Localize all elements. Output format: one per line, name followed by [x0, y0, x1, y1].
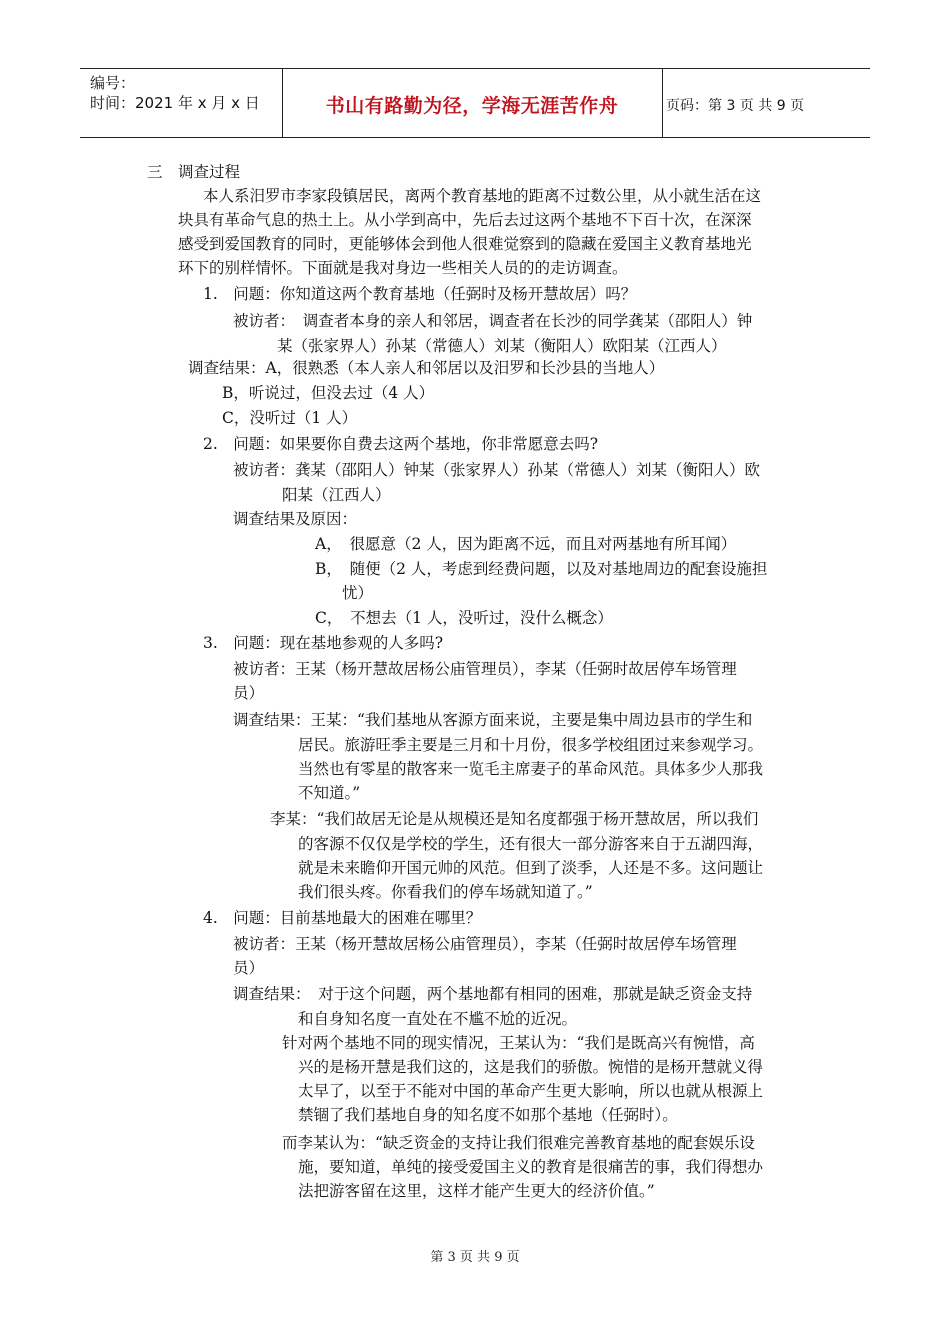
- result-line: 不知道。”: [298, 784, 361, 802]
- result-line: B， 随便（2 人，考虑到经费问题，以及对基地周边的配套设施担: [315, 560, 768, 578]
- respondent-line: 被访者： 调查者本身的亲人和邻居，调查者在长沙的同学龚某（邵阳人）钟: [233, 312, 753, 330]
- paragraph-line: 感受到爱国教育的同时，更能够体会到他人很难觉察到的隐藏在爱国主义教育基地光: [178, 235, 752, 253]
- respondent-line: 员）: [233, 684, 265, 702]
- respondent-line: 被访者：王某（杨开慧故居杨公庙管理员），李某（任弼时故居停车场管理: [233, 935, 737, 953]
- result-line: 当然也有零星的散客来一览毛主席妻子的革命风范。具体多少人那我: [298, 760, 764, 778]
- result-line: 法把游客留在这里，这样才能产生更大的经济价值。”: [298, 1182, 655, 1200]
- result-line: 兴的是杨开慧是我们这的，这是我们的骄傲。惋惜的是杨开慧就义得: [298, 1058, 764, 1076]
- result-line: 针对两个基地不同的现实情况，王某认为：“我们是既高兴有惋惜，高: [282, 1034, 755, 1052]
- result-line: 施，要知道，单纯的接受爱国主义的教育是很痛苦的事，我们得想办: [298, 1158, 764, 1176]
- result-line: 而李某认为：“缺乏资金的支持让我们很难完善教育基地的配套娱乐设: [282, 1134, 755, 1152]
- respondent-line: 被访者：龚某（邵阳人）钟某（张家界人）孙某（常德人）刘某（衡阳人）欧: [233, 461, 761, 479]
- result-line: 太早了，以至于不能对中国的革命产生更大影响，所以也就从根源上: [298, 1082, 764, 1100]
- result-line: 我们很头疼。你看我们的停车场就知道了。”: [298, 883, 593, 901]
- header-divider: [662, 69, 663, 137]
- header-motto: 书山有路勤为径，学海无涯苦作舟: [325, 95, 619, 117]
- respondent-line: 被访者：王某（杨开慧故居杨公庙管理员），李某（任弼时故居停车场管理: [233, 660, 737, 678]
- result-line: A， 很愿意（2 人，因为距离不远，而且对两基地有所耳闻）: [315, 535, 737, 553]
- respondent-line: 某（张家界人）孙某（常德人）刘某（衡阳人）欧阳某（江西人）: [277, 337, 727, 355]
- result-line: 居民。旅游旺季主要是三月和十月份，很多学校组团过来参观学习。: [298, 736, 764, 754]
- respondent-line: 员）: [233, 959, 265, 977]
- page-number-label: 页码：第 3 页 共 9 页: [666, 98, 805, 114]
- section-heading: 三 调查过程: [147, 163, 241, 181]
- document-date-label: 时间：2021 年 x 月 x 日: [90, 94, 260, 112]
- document-number-label: 编号：: [90, 74, 136, 92]
- header-meta: [90, 73, 260, 113]
- page-footer: 第 3 页 共 9 页: [430, 1250, 520, 1265]
- result-heading: 调查结果及原因：: [233, 510, 358, 528]
- result-line: 禁锢了我们基地自身的知名度不如那个基地（任弼时）。: [298, 1106, 678, 1124]
- question-line: 3. 问题：现在基地参观的人多吗?: [203, 634, 444, 652]
- paragraph-line: 块具有革命气息的热土上。从小学到高中，先后去过这两个基地不下百十次，在深深: [178, 211, 752, 229]
- question-line: 1. 问题：你知道这两个教育基地（任弼时及杨开慧故居）吗？: [203, 285, 637, 303]
- result-line: 调查结果：王某：“我们基地从客源方面来说，主要是集中周边县市的学生和: [233, 711, 753, 729]
- result-line: C， 不想去（1 人，没听过，没什么概念）: [315, 609, 613, 627]
- result-line: 忧）: [342, 584, 374, 602]
- result-line: 调查结果：A，很熟悉（本人亲人和邻居以及汨罗和长沙县的当地人）: [188, 359, 665, 377]
- result-line: B，听说过，但没去过（4 人）: [222, 384, 435, 402]
- result-line: C，没听过（1 人）: [222, 409, 358, 427]
- respondent-line: 阳某（江西人）: [282, 486, 391, 504]
- question-line: 2. 问题：如果要你自费去这两个基地，你非常愿意去吗?: [203, 435, 599, 453]
- paragraph-line: 环下的别样情怀。下面就是我对身边一些相关人员的的走访调查。: [178, 259, 628, 277]
- result-line: 的客源不仅仅是学校的学生，还有很大一部分游客来自于五湖四海，: [298, 835, 764, 853]
- question-line: 4. 问题：目前基地最大的困难在哪里？: [203, 909, 482, 927]
- result-line: 和自身知名度一直处在不尴不尬的近况。: [298, 1010, 578, 1028]
- paragraph-line: 本人系汨罗市李家段镇居民，离两个教育基地的距离不过数公里，从小就生活在这: [203, 187, 762, 205]
- result-line: 就是未来瞻仰开国元帅的风范。但到了淡季，人还是不多。这问题让: [298, 859, 764, 877]
- document-header: [80, 68, 870, 138]
- result-line: 调查结果： 对于这个问题，两个基地都有相同的困难，那就是缺乏资金支持: [233, 985, 753, 1003]
- result-line: 李某：“我们故居无论是从规模还是知名度都强于杨开慧故居，所以我们: [270, 810, 759, 828]
